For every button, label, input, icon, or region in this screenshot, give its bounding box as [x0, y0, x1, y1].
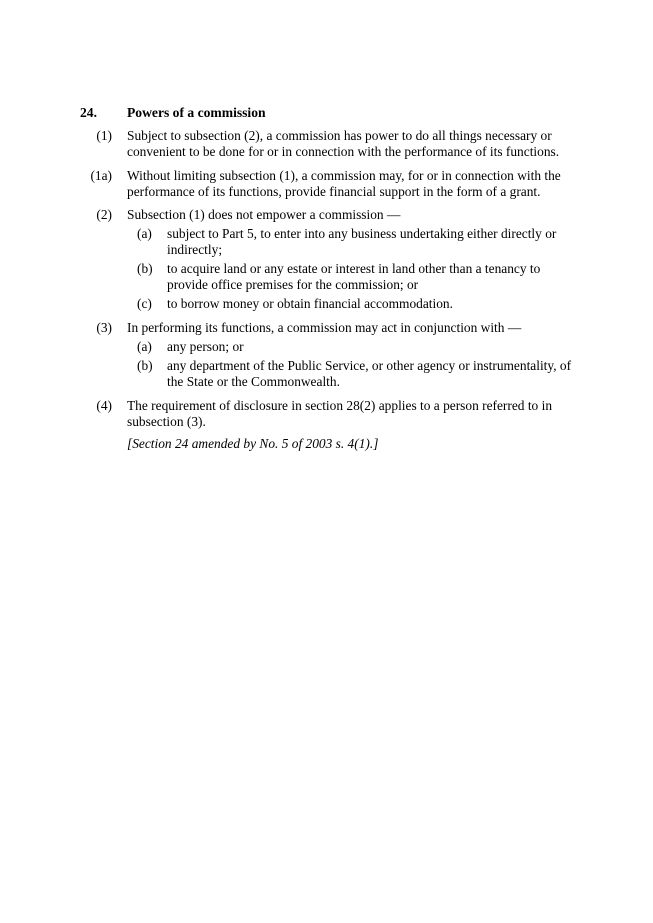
subsection-text: Subject to subsection (2), a commission has power to do all things necessary or convenient to be done for or in connection with the performance of its functions. — [127, 128, 560, 159]
section-title: Powers of a commission — [127, 105, 266, 120]
amendment-note: [Section 24 amended by No. 5 of 2003 s. 4(1).] — [127, 436, 379, 451]
subsection-number: (3) — [96, 320, 112, 335]
subsection-text: In performing its functions, a commission may act in conjunction with — — [127, 320, 522, 335]
paragraph-number: (b) — [137, 261, 153, 276]
subsection-number: (2) — [96, 207, 112, 222]
subsection-text: Without limiting subsection (1), a commission may, for or in connection with the performance of its functions, provide financial support in the form of a grant. — [127, 168, 561, 199]
paragraph-number: (c) — [137, 296, 152, 311]
subsection-number: (1a) — [90, 168, 112, 183]
paragraph-text: any person; or — [167, 339, 244, 354]
paragraph-text: subject to Part 5, to enter into any business undertaking either directly or indirectly; — [167, 226, 557, 257]
subsection-number: (4) — [96, 398, 112, 413]
paragraph-number: (a) — [137, 339, 152, 354]
paragraph-number: (a) — [137, 226, 152, 241]
paragraph-text: to acquire land or any estate or interest in land other than a tenancy to provide office premises for the commission; or — [167, 261, 541, 292]
subsection-text: The requirement of disclosure in section 28(2) applies to a person referred to in subsection (3). — [127, 398, 553, 429]
paragraph-text: any department of the Public Service, or other agency or instrumentality, of the State or the Commonwealth. — [167, 358, 572, 389]
subsection-number: (1) — [96, 128, 112, 143]
section-number: 24. — [80, 105, 97, 120]
paragraph-text: to borrow money or obtain financial accommodation. — [167, 296, 453, 311]
paragraph-number: (b) — [137, 358, 153, 373]
subsection-text: Subsection (1) does not empower a commission — — [127, 207, 401, 222]
